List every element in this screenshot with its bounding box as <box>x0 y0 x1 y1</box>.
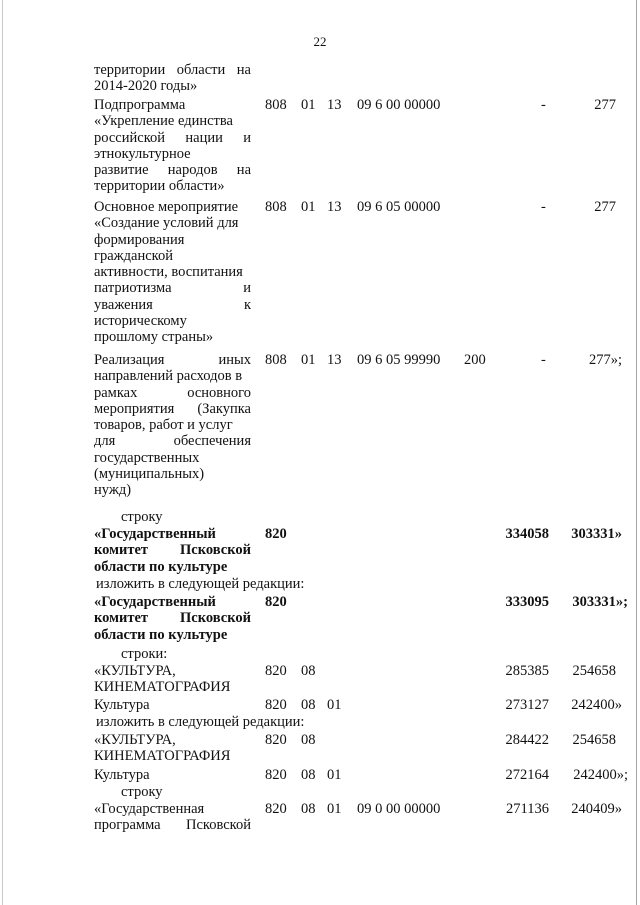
section-code: 01 <box>301 199 316 215</box>
amount-year-1: 334058 <box>505 526 549 542</box>
subsection-code: 13 <box>327 352 342 368</box>
instruction-text: строки: <box>121 646 168 662</box>
amount-year-1: - <box>541 199 546 215</box>
row-description: «Государственная программа Псковской <box>94 801 251 834</box>
amount-year-2: 242400» <box>571 697 622 713</box>
section-code: 01 <box>301 352 316 368</box>
subsection-code: 13 <box>327 199 342 215</box>
row-description: Культура <box>94 767 150 783</box>
ministry-code: 820 <box>265 767 287 783</box>
ministry-code: 820 <box>265 732 287 748</box>
amount-year-1: - <box>541 97 546 113</box>
instruction-text: строку <box>121 509 163 525</box>
amount-year-1: 333095 <box>505 594 549 610</box>
row-description: Реализация иных направлений расходов в рамках основного мероприятия (Закупка товаров, работ и услуг для обеспечения государственных (муниципальных) нужд) <box>94 352 251 499</box>
amount-year-2: 277 <box>594 97 616 113</box>
right-scan-edge <box>636 0 637 905</box>
subsection-code: 01 <box>327 767 342 783</box>
amount-year-1: - <box>541 352 546 368</box>
target-article-code: 09 0 00 00000 <box>357 801 441 817</box>
section-code: 08 <box>301 697 316 713</box>
section-code: 08 <box>301 732 316 748</box>
row-description: «Государственный комитет Псковской области по культуре <box>94 594 251 643</box>
ministry-code: 820 <box>265 697 287 713</box>
amount-year-1: 273127 <box>505 697 549 713</box>
amount-year-2: 303331»; <box>572 594 628 610</box>
row-description: территории области на 2014-2020 годы» <box>94 62 251 95</box>
section-code: 01 <box>301 97 316 113</box>
instruction-text: изложить в следующей редакции: <box>96 714 305 730</box>
amount-year-2: 254658 <box>572 663 616 679</box>
amount-year-1: 285385 <box>505 663 549 679</box>
amount-year-2: 277 <box>594 199 616 215</box>
amount-year-2: 303331» <box>571 526 622 542</box>
target-article-code: 09 6 05 99990 <box>357 352 441 368</box>
amount-year-2: 277»; <box>588 352 622 368</box>
ministry-code: 820 <box>265 663 287 679</box>
expense-type-code: 200 <box>464 352 486 368</box>
subsection-code: 01 <box>327 801 342 817</box>
subsection-code: 13 <box>327 97 342 113</box>
ministry-code: 820 <box>265 594 287 610</box>
section-code: 08 <box>301 801 316 817</box>
ministry-code: 820 <box>265 801 287 817</box>
row-description: Основное мероприятие «Создание условий для формирования гражданской активности, воспитания патриотизма и уважения к историческому прошлому страны» <box>94 199 251 346</box>
row-description: «Государственный комитет Псковской области по культуре <box>94 526 251 575</box>
amount-year-1: 271136 <box>506 801 549 817</box>
left-scan-edge <box>2 0 3 905</box>
ministry-code: 808 <box>265 199 287 215</box>
subsection-code: 01 <box>327 697 342 713</box>
amount-year-2: 242400»; <box>573 767 628 783</box>
amount-year-2: 240409» <box>571 801 622 817</box>
row-description: «КУЛЬТУРА, КИНЕМАТОГРАФИЯ <box>94 732 231 765</box>
section-code: 08 <box>301 663 316 679</box>
target-article-code: 09 6 05 00000 <box>357 199 441 215</box>
instruction-text: строку <box>121 784 163 800</box>
instruction-text: изложить в следующей редакции: <box>96 576 305 592</box>
page-number: 22 <box>313 34 327 49</box>
amount-year-1: 272164 <box>505 767 549 783</box>
ministry-code: 820 <box>265 526 287 542</box>
amount-year-2: 254658 <box>572 732 616 748</box>
row-description: «КУЛЬТУРА, КИНЕМАТОГРАФИЯ <box>94 663 231 696</box>
row-description: Культура <box>94 697 150 713</box>
amount-year-1: 284422 <box>505 732 549 748</box>
ministry-code: 808 <box>265 97 287 113</box>
row-description: Подпрограмма «Укрепление единства российской нации и этнокультурное развитие народов на территории области» <box>94 97 251 195</box>
target-article-code: 09 6 00 00000 <box>357 97 441 113</box>
ministry-code: 808 <box>265 352 287 368</box>
section-code: 08 <box>301 767 316 783</box>
